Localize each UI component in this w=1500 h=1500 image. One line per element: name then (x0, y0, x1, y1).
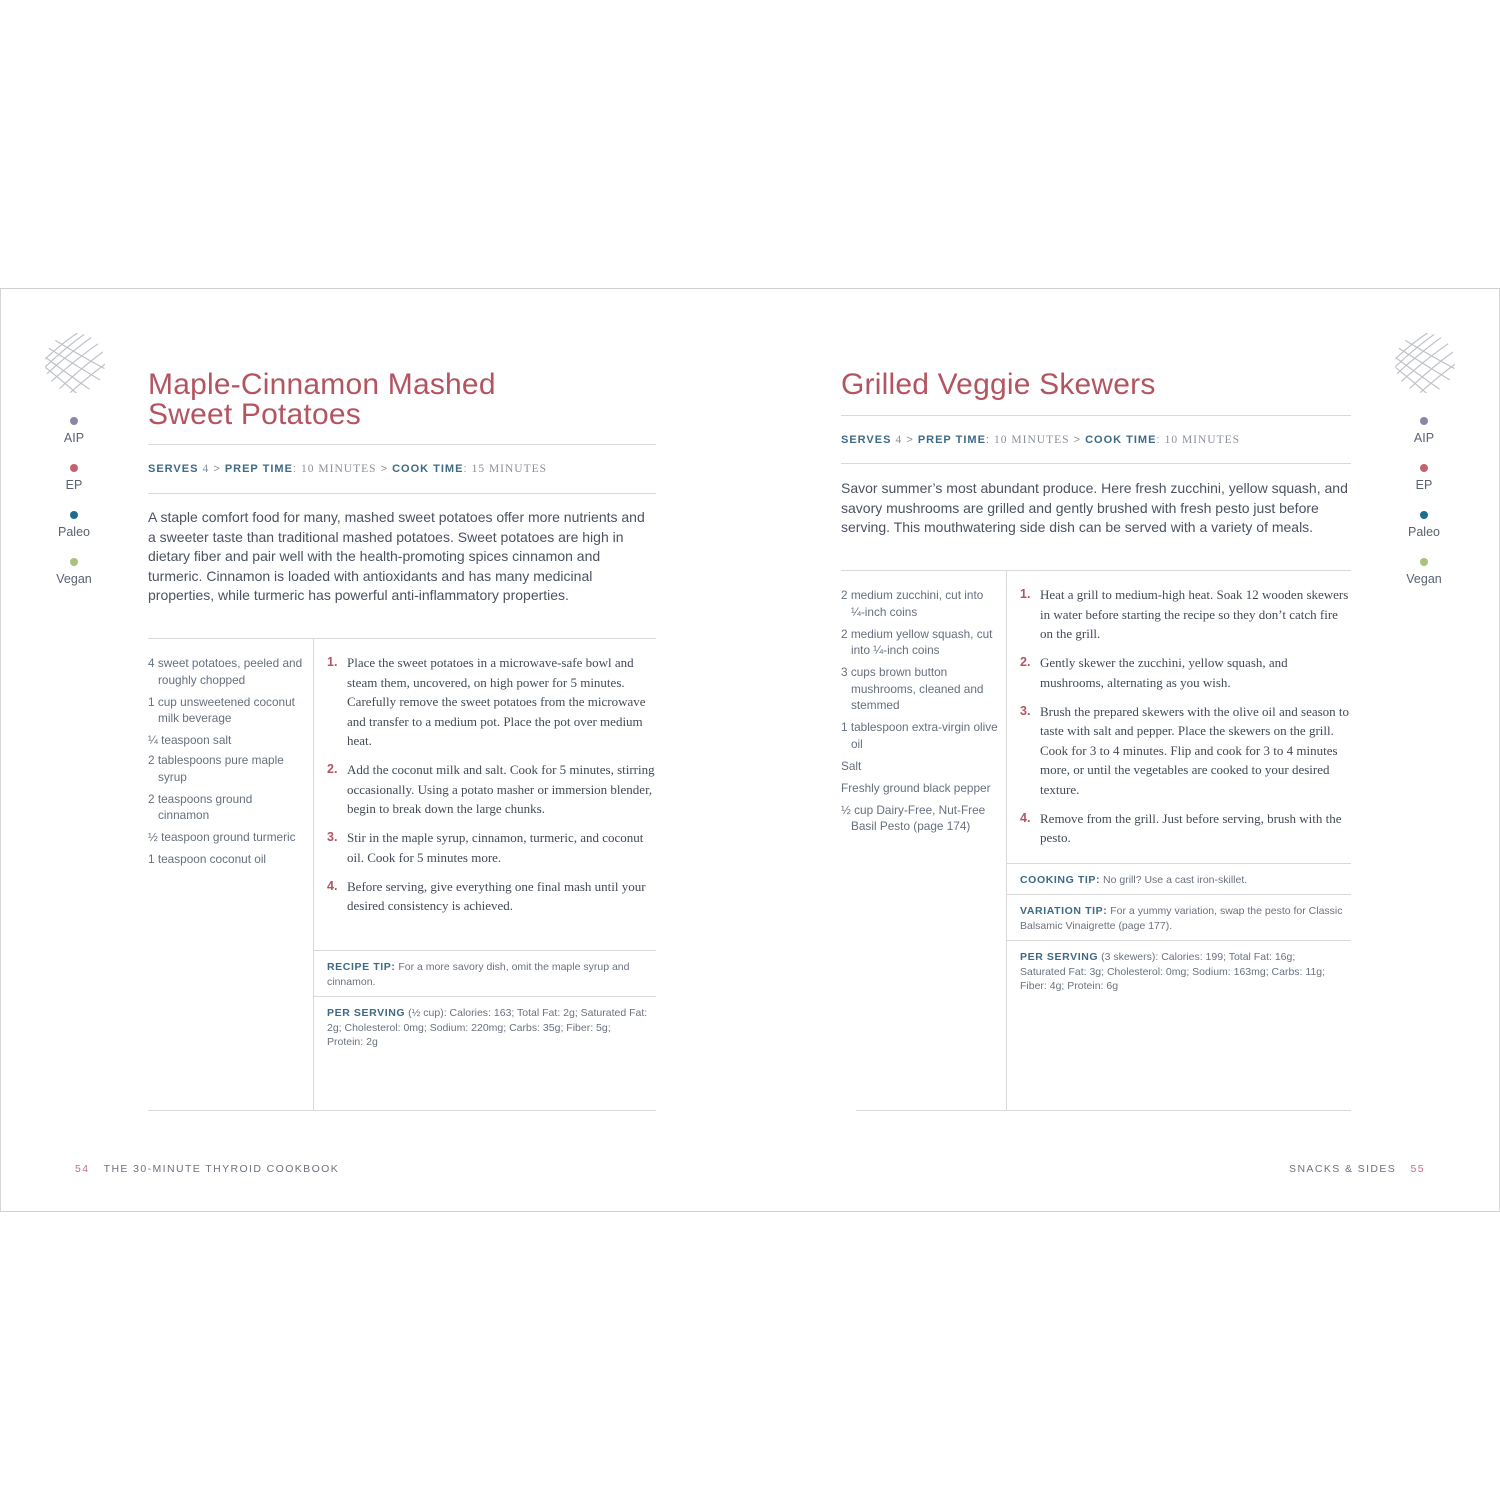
column-divider (1006, 571, 1007, 1111)
divider (148, 1110, 656, 1111)
prep-value: 10 MINUTES (301, 463, 377, 475)
diet-label: Paleo (1408, 525, 1440, 539)
vegan-dot-icon (1420, 558, 1428, 566)
column-divider (313, 639, 314, 1111)
meta-separator: > (213, 463, 221, 475)
yarn-ball-icon (1393, 331, 1457, 395)
cook-value: 10 MINUTES (1164, 434, 1241, 446)
tip-label: RECIPE TIP: (327, 961, 396, 973)
tip-text: For a more savory dish, omit the maple syrup and cinnamon. (327, 961, 630, 988)
meta-separator: > (1073, 434, 1082, 446)
ingredient-item: 1 teaspoon coconut oil (148, 852, 267, 866)
ingredient-item: 4 sweet potatoes, peeled and roughly chopped (148, 656, 303, 687)
ingredient-item: 2 medium zucchini, cut into ¼-inch coins (841, 588, 984, 619)
diet-label: EP (1415, 478, 1433, 492)
recipe-meta: SERVES 4 > PREP TIME: 10 MINUTES > COOK TIME: 10 MINUTES (841, 434, 1241, 446)
divider (1007, 940, 1351, 941)
diet-label: AIP (63, 431, 85, 445)
diet-label: Vegan (56, 572, 92, 586)
diet-label: AIP (1413, 431, 1435, 445)
diet-ep (1394, 464, 1454, 492)
cooking-tip (1020, 873, 1345, 888)
page-number: 55 (1410, 1163, 1425, 1175)
step-number: 4. (1020, 810, 1031, 825)
step-text: Heat a grill to medium-high heat. Soak 12 wooden skewers in water before starting the recipe so they don’t catch fire on the grill. (1040, 587, 1349, 641)
cooking-tip-label: COOKING TIP: (1020, 874, 1101, 886)
ingredient-list (148, 655, 306, 873)
vegan-dot-icon (70, 558, 78, 566)
cook-value: 15 MINUTES (471, 463, 548, 475)
serving-text: (½ cup): Calories: 163; Total Fat: 2g; Saturated Fat: 2g; Cholesterol: 0mg; Sodium: 220mg; Carbs: 35g; Fiber: 5g; Protein: 2g (327, 1007, 648, 1049)
serving-label: PER SERVING (1020, 951, 1099, 963)
step-item (1020, 809, 1351, 848)
ingredient-item: ¼ teaspoon salt (148, 733, 232, 747)
divider (148, 638, 656, 639)
paleo-dot-icon (1420, 511, 1428, 519)
ep-dot-icon (70, 464, 78, 472)
step-list (1020, 585, 1351, 857)
aip-dot-icon (1420, 417, 1428, 425)
prep-value: 10 MINUTES (994, 434, 1070, 446)
step-text: Place the sweet potatoes in a microwave-safe bowl and steam them, uncovered, on high power for 5 minutes. Carefully remove the sweet potatoes from the microwave and transfer to a medium pot. Place the pot over medium heat. (347, 655, 646, 748)
divider (148, 444, 656, 445)
ingredient-item: 2 tablespoons pure maple syrup (148, 753, 284, 784)
meta-separator: > (906, 434, 914, 446)
step-number: 2. (1020, 655, 1031, 669)
step-list (327, 653, 655, 925)
step-number: 3. (1020, 703, 1031, 718)
divider (314, 996, 656, 997)
recipe-title (148, 370, 496, 430)
paleo-dot-icon (70, 511, 78, 519)
diet-vegan (44, 558, 104, 586)
title-line: Maple-Cinnamon Mashed (148, 368, 496, 401)
variation-tip-label: VARIATION TIP: (1020, 905, 1108, 917)
ingredient-list (841, 587, 999, 840)
divider (1007, 894, 1351, 895)
variation-tip-text: For a yummy variation, swap the pesto for Classic Balsamic Vinaigrette (page 177). (1020, 905, 1343, 932)
ingredient-item: ½ cup Dairy-Free, Nut-Free Basil Pesto (page 174) (841, 802, 986, 833)
cook-label: COOK TIME (392, 463, 464, 475)
right-page-footer (1289, 1163, 1435, 1175)
serving-label: PER SERVING (327, 1007, 406, 1019)
step-item (327, 877, 655, 916)
divider (148, 493, 656, 494)
step-item (1020, 702, 1351, 800)
divider (841, 415, 1351, 416)
divider (1007, 863, 1351, 864)
yarn-ball-icon (43, 331, 107, 395)
step-number: 1. (1020, 587, 1031, 601)
step-number: 1. (327, 655, 338, 669)
step-text: Brush the prepared skewers with the olive oil and season to taste with salt and pepper. Place the skewers on the grill. Cook for 3 to 4 minutes. Flip and cook for 3 to 4 minutes more, or until the vegetables are cooked to your desired texture. (1040, 703, 1350, 797)
recipe-meta: SERVES 4 > PREP TIME: 10 MINUTES > COOK TIME: 15 MINUTES (148, 463, 548, 475)
serves-value: 4 (202, 463, 210, 475)
diet-aip (1394, 417, 1454, 445)
step-text: Before serving, give everything one final mash until your desired consistency is achieved. (347, 878, 646, 913)
diet-paleo (1394, 511, 1454, 539)
ep-dot-icon (1420, 464, 1428, 472)
ingredient-item: 1 tablespoon extra-virgin olive oil (841, 720, 998, 751)
ingredient-item: ½ teaspoon ground turmeric (148, 830, 296, 844)
step-text: Add the coconut milk and salt. Cook for 5 minutes, stirring occasionally. Using a potato masher or immersion blender, begin to break down the large chunks. (347, 762, 655, 816)
variation-tip (1020, 904, 1345, 933)
recipe-title: Grilled Veggie Skewers (841, 368, 1156, 401)
recipe-intro: Savor summer’s most abundant produce. Here fresh zucchini, yellow squash, and savory mushrooms are grilled and gently brushed with fresh pesto just before serving. This mouthwatering side dish can be served with a variety of meals. (841, 480, 1348, 536)
nutrition-info (327, 1006, 649, 1050)
title-line: Sweet Potatoes (148, 398, 361, 431)
cooking-tip-text: No grill? Use a cast iron-skillet. (1103, 874, 1248, 886)
step-item (327, 653, 655, 751)
recipe-intro: A staple comfort food for many, mashed sweet potatoes offer more nutrients and a sweeter taste than traditional mashed potatoes. Sweet potatoes are high in dietary fiber and pair well with the health-promoting spices cinnamon and turmeric. Cinnamon is loaded with antioxidants and has many medicinal properties, while turmeric has powerful anti-inflammatory properties. (148, 509, 645, 604)
divider (314, 950, 656, 951)
serves-label: SERVES (841, 434, 892, 446)
nutrition-info (1020, 950, 1330, 994)
step-number: 2. (327, 762, 338, 776)
serving-text: (3 skewers): Calories: 199; Total Fat: 16g; Saturated Fat: 3g; Cholesterol: 0mg; Sodium: 163mg; Carbs: 11g; Fiber: 4g; Protein: 6g (1020, 951, 1326, 993)
diet-label: Paleo (58, 525, 90, 539)
step-item (1020, 653, 1351, 692)
recipe-tip (327, 960, 647, 989)
step-item (327, 760, 655, 819)
step-text: Remove from the grill. Just before serving, brush with the pesto. (1040, 810, 1342, 845)
ingredient-item: 2 teaspoons ground cinnamon (148, 791, 253, 822)
step-number: 3. (327, 830, 338, 844)
divider (841, 463, 1351, 464)
diet-paleo (44, 511, 104, 539)
book-title: THE 30-MINUTE THYROID COOKBOOK (103, 1163, 340, 1175)
ingredient-item: Freshly ground black pepper (841, 780, 991, 795)
cook-label: COOK TIME (1085, 434, 1157, 446)
ingredient-item: 2 medium yellow squash, cut into ¼-inch coins (841, 626, 993, 657)
prep-label: PREP TIME (224, 463, 293, 475)
diet-aip (44, 417, 104, 445)
diet-label: EP (65, 478, 83, 492)
diet-vegan (1394, 558, 1454, 586)
step-item (327, 828, 655, 867)
step-text: Gently skewer the zucchini, yellow squash, and mushrooms, alternating as you wish. (1040, 655, 1288, 690)
step-item (1020, 585, 1351, 644)
divider (856, 1110, 1351, 1111)
step-number: 4. (327, 878, 338, 893)
diet-ep (44, 464, 104, 492)
meta-separator: > (380, 463, 389, 475)
page-number: 54 (75, 1163, 90, 1175)
section-title: SNACKS & SIDES (1289, 1163, 1397, 1175)
left-page-footer (65, 1163, 339, 1175)
ingredient-item: 3 cups brown button mushrooms, cleaned and stemmed (841, 665, 984, 712)
serves-value: 4 (895, 434, 903, 446)
divider (841, 570, 1351, 571)
prep-label: PREP TIME (917, 434, 986, 446)
ingredient-item: 1 cup unsweetened coconut milk beverage (148, 694, 295, 725)
serves-label: SERVES (148, 463, 199, 475)
ingredient-item: Salt (841, 758, 862, 773)
step-text: Stir in the maple syrup, cinnamon, turmeric, and coconut oil. Cook for 5 minutes more. (347, 830, 644, 865)
aip-dot-icon (70, 417, 78, 425)
diet-label: Vegan (1406, 572, 1442, 586)
